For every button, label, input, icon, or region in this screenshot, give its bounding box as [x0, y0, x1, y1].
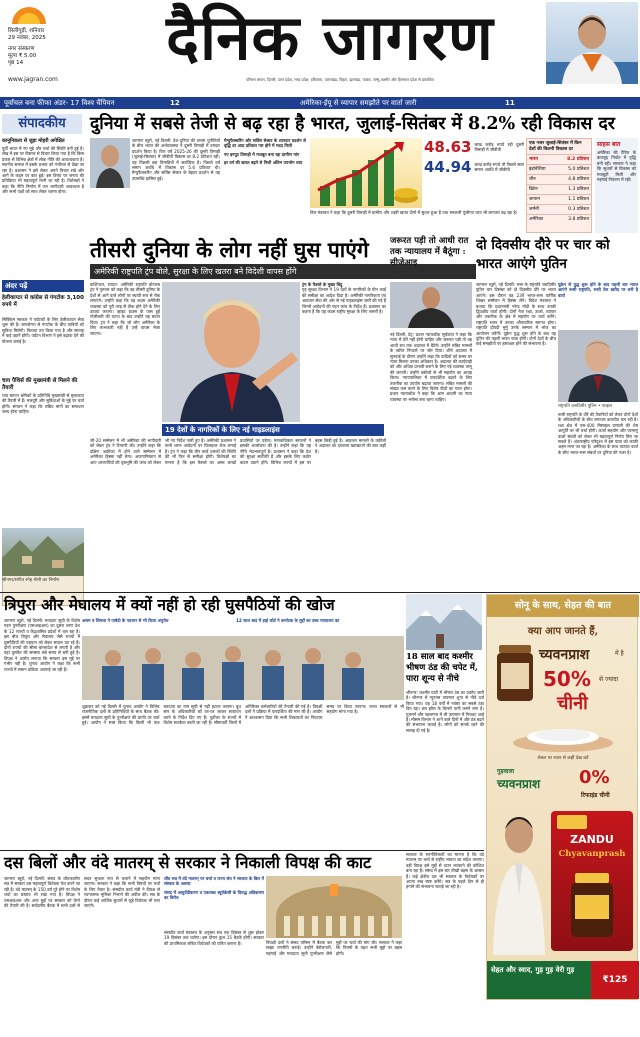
parliament-photo [266, 876, 402, 938]
story4-col-2-top: यूक्रेन से युद्ध शुरू होने के बाद पहली बार भारत आएंगे रूसी राष्ट्रपति, रूसी तेल खरीद पर बनी है वार्ता [558, 282, 638, 298]
andar-item-1-body: सिक्किम सरकार ने पर्यटकों के लिए हेलीकाप्टर सेवा शुरू की है। बागडोगरा से गंगटोक के बीच यात्रियों को सुविधा मिलेगी। किराया तय किया गया है और सप्ताह में कई उड़ानें होंगी। पर्यटन विभाग ने इसे बढ़ावा देने की योजना बनाई है। [2, 317, 84, 344]
masthead-title: दैनिक जागरण [166, 1, 494, 74]
ad-note: लेबल पर ध्यान से कहीं देख करें [537, 756, 589, 761]
masthead-pages: पृष्ठ 14 [8, 60, 24, 66]
growth-table-row [527, 184, 591, 194]
growth-table-rate: 3.8 प्रतिशत [568, 217, 589, 222]
growth-table-title: एक नजर जुलाई-सितंबर में किन देशों की कितनी विकास दर [529, 141, 582, 152]
lead-bullet-2: नए इनपुट तिमाही में मजबूत बना रहा ग्रामीण मांग [224, 151, 300, 157]
lead-bullets [224, 138, 306, 166]
andar-title: अंदर पढ़ें [2, 280, 84, 292]
andar-item-2-body: चाय बागान श्रमिकों के प्रतिनिधि मुख्यमंत्री से मुलाकात की तैयारी में हैं। मजदूरी और सुविधाओं के मुद्दे पर चर्चा होगी। संगठन ने कहा कि लंबित मांगों का समाधान जल्द होना चाहिए। [2, 393, 84, 415]
lead-bullet-1: मैन्युफैक्चरिंग और सर्विस सेक्टर के शानदार प्रदर्शन से वृद्धि दर आठ प्रतिशत पार होने में मदद मिली [224, 138, 306, 149]
growth-table-rate: 8.2 प्रतिशत [567, 157, 589, 162]
ad-percent-text: से ज्यादा [599, 676, 619, 683]
ticker-left-page: 12 [170, 99, 180, 107]
story5-bullet-1: असम व शिमला ने पार्षदो के पदभार से भी किया अनुरोध [82, 618, 169, 623]
ad-sugar-hand-icon [493, 713, 633, 753]
putin-caption: राष्ट्रपति व्लादिमीर पुतिन • फाइल [558, 404, 612, 409]
ad-pack-jar-icon [567, 869, 617, 939]
ad-pack-badge [557, 815, 587, 829]
story5-col-1: जागरण ब्यूरो, नई दिल्ली: मतदाता सूची के विशेष गहन पुनरीक्षण (एसआइआर) का दूसरा चरण देश के 12 राज्यों व केंद्रशासित प्रदेशों में चल रहा है। इस बीच त्रिपुरा और मेघालय जैसे राज्यों में घुसपैठियों की पहचान को लेकर सवाल उठ रहे हैं। दोनों राज्यों की सीमा बांग्लादेश से लगती है और यहां घुसपैठ की समस्या लंबे समय से बनी हुई है। विपक्ष ने आरोप लगाया कि सरकार इस मुद्दे पर गंभीर नहीं है। चुनाव आयोग ने कहा कि सभी राज्यों में समान प्रक्रिया अपनाई जा रही है। [4, 618, 80, 672]
lead-headline[interactable]: दुनिया में सबसे तेजी से बढ़ रहा है भारत, जुलाई-सितंबर में 8.2% रही विकास दर [90, 114, 615, 134]
ticker-right-page: 11 [505, 99, 515, 107]
story3-cji-photo [390, 282, 472, 328]
editorial-title: संपादकीय [2, 114, 82, 134]
bottom-divider [0, 850, 484, 851]
story4-headline[interactable]: दो दिवसीय दौरे पर चार को भारत आएंगे पुतिन [476, 237, 610, 272]
story2-col-3: ट्रंप के फैसले के मुख्य बिंदु गृह सुरक्षा विभाग ने 19 देशों के नागरिकों के ग्रीन कार्ड की समीक्षा का आदेश दिया है। अमेरिकी नागरिकता एवं आव्रजन सेवा की ओर से नई गाइडलाइंस जारी की गई हैं जिनमें आवेदनों की गहन जांच के निर्देश हैं। प्रशासन का कहना है कि यह कदम राष्ट्रीय सुरक्षा के लिए जरूरी है। [302, 282, 386, 315]
yatra-note: श्रीनगर/संगीत स्नेह श्रेणी का निर्माण [2, 578, 60, 583]
growth-table-rate: 1.1 प्रतिशत [568, 197, 589, 202]
growth-table-rate: 0.3 प्रतिशत [568, 207, 589, 212]
growth-table-rate: 1.3 प्रतिशत [568, 187, 589, 192]
editorial-body: पूर्वी भारत में नए मुद्दे और चर्चा की स्थिति बनी हुई है। लेख में इस पर विस्तार से विचार किया गया है कि किस प्रकार से विभिन्न क्षेत्रों में लोक नीति की आवश्यकता है। स्थानीय समाज में इसके प्रभाव को गंभीरता से देखा जा रहा है। प्रशासन ने इसे लेकर अपने विचार रखे और आगे के कदम पर बात हुई। इस विषय पर जनता की प्रतिक्रिया भी महत्वपूर्ण मानी जा रही है। विशेषज्ञों ने कहा कि नीति निर्माण में जन भागीदारी आवश्यक है और सभी पक्षों को साथ लेकर चलना होगा। [2, 146, 84, 195]
ticker-left[interactable]: पूर्वांचल बना फीफा अंडर- 17 विश्व चैंपियन [4, 99, 115, 107]
story2-col-1: वाशिंगटन, रायटर: अमेरिकी राष्ट्रपति डोनाल्ड ट्रंप ने गुरुवार को कहा कि वह तीसरी दुनिया के देशों से आने वाले लोगों पर स्थायी रूप से रोक लगाएंगे। उन्होंने कहा कि यह कदम अमेरिकी व्यवस्था को पूरी तरह से ठीक होने देने के लिए उठाया जाएगा। व्हाइट हाउस के पास हुई गोलीबारी की घटना के बाद उन्होंने यह बयान दिया। ट्रंप ने कहा कि जो लोग अमेरिका के लिए लाभकारी नहीं हैं उन्हें वापस भेजा जाएगा। [90, 282, 160, 336]
figure-2-text: लाख करोड़ रुपये थी पिछले साल समान अवधि में जीडीपी [474, 161, 524, 172]
ad-zero-text: रिफाइंड चीनी [581, 792, 610, 799]
chyawanprash-advert[interactable] [486, 594, 638, 1023]
ad-tagline: सेहत और स्वाद, गुड़ गुड़ वेरी गुड़ [487, 961, 591, 999]
ad-pack-name: Chyavanprash [558, 849, 626, 859]
putin-photo [558, 330, 638, 402]
masthead-city: सिलीगुड़ी, शनिवार [8, 28, 45, 34]
growth-table-country: जर्मनी [529, 207, 539, 212]
growth-table [526, 138, 592, 233]
story7-col-1: जागरण ब्यूरो, नई दिल्ली: संसद के शीतकालीन सत्र में सरकार दस महत्वपूर्ण विधेयक पेश करने जा रही है। वंदे मातरम् के 150 वर्ष पूरे होने पर विशेष चर्चा का प्रस्ताव भी रखा गया है। विपक्ष ने एसआइआर और अन्य मुद्दों पर सरकार को घेरने की तैयारी की है। सर्वदलीय बैठक में सभी दलों से सदन सुचारू रूप से चलाने में सहयोग मांगा जाएगा। सरकार ने कहा कि सभी विषयों पर चर्चा के लिए तैयार है। संसदीय कार्य मंत्री ने विपक्ष से रचनात्मक भूमिका निभाने की अपील की। सत्र के दौरान कई आर्थिक सुधारों से जुड़े विधेयक भी लाए जाएंगे। [4, 876, 160, 909]
ad-banner: सोनू के साथ, सेहत की बात [487, 595, 639, 617]
ad-product-name: च्यवनप्राश [539, 647, 590, 663]
editorial-head: कानूनिकता से जुड़ा मोहरी अपेक्षित [2, 138, 65, 144]
jagran-sun-logo [10, 4, 48, 24]
story2-kicker: अमेरिकी राष्ट्रपति ट्रंप बोले, सुरक्षा के लिए खतरा बने विदेशी वापस होंगे [90, 264, 476, 279]
figure-1-text: लाख करोड़ रुपये रही दूसरी तिमाही में जीडीपी [474, 141, 524, 152]
masthead-date: 29 नवंबर, 2025 [8, 35, 46, 41]
story2-trump-photo [162, 282, 300, 422]
growth-table-country: चीन [529, 177, 536, 182]
figure-2-value: 44.94 [424, 158, 472, 176]
story7-bullets [164, 876, 264, 901]
ad-brand-small: गुड़वाला [497, 768, 515, 775]
ad-product-suffix: में है [615, 650, 624, 657]
growth-table-rows [527, 154, 591, 224]
growth-table-row [527, 204, 591, 214]
ad-jar-icon [493, 643, 537, 703]
story7-bullet-2: संसद में आयुर्वेदीकरण व एकलब्ध ब्यूरोक्रेसी के विरुद्ध अतिक्रमण का विरोध [164, 889, 264, 901]
story5-bullets [82, 618, 232, 623]
story3-body: नई दिल्ली, प्रेट्र: प्रधान न्यायाधीश सूर्यकांत ने कहा कि न्याय में देरी नहीं होनी चाहिए और जरूरत पड़ी तो वह आधी रात तक अदालत में बैठेंगे। उन्होंने लंबित मामलों के त्वरित निपटारे पर जोर दिया। शीर्ष अदालत में सुनवाई के दौरान उन्होंने कहा कि वादियों को समय पर न्याय मिलना उनका अधिकार है। अदालत की कार्यवाही को और अधिक प्रभावी बनाने के लिए नई व्यवस्था लागू की जाएगी। उन्होंने वकीलों से भी सहयोग का आग्रह किया। न्यायपालिका में पारदर्शिता बढ़ाने के लिए तकनीक का उपयोग बढ़ाया जाएगा। लंबित मामलों की संख्या कम करने के लिए विशेष पीठों का गठन होगा। प्रधान न्यायाधीश ने कहा कि आम आदमी का न्याय व्यवस्था पर भरोसा बना रहना चाहिए। [390, 332, 472, 402]
andar-item-1-head[interactable]: हेलीकाप्टर से कांग्रेस से गंगटोक 3,100 रुपये में [2, 295, 84, 308]
story2-col-lower: जी-20 सम्मेलन में भी अमेरिका की भागीदारी को लेकर ट्रंप ने टिप्पणी की। उन्होंने कहा कि दक्षिण अफ्रीका में होने वाले सम्मेलन में अमेरिका हिस्सा नहीं लेगा। अफगानिस्तान से आए शरणार्थियों की पृष्ठभूमि की जांच को लेकर भी नए निर्देश जारी हुए हैं। अमेरिकी प्रशासन ने सभी शरण आवेदनों पर फिलहाल रोक लगाई है। ट्रंप ने कहा कि ग्रीन कार्ड धारकों की स्थिति की भी फिर से समीक्षा होगी। विशेषज्ञों का मानना है कि इस फैसले का असर लाखों प्रवासियों पर पड़ेगा। मानवाधिकार संगठनों ने इसकी आलोचना की है। उन्होंने कहा कि यह नीति भेदभावपूर्ण है। प्रशासन ने कहा कि देश की सुरक्षा सर्वोपरि है और इसके लिए कठोर कदम उठाने होंगे। विभिन्न राज्यों में इस पर बहस छिड़ी हुई है। आव्रजन मामलों के वकीलों ने अदालत का दरवाजा खटखटाने की बात कही है। [90, 438, 386, 465]
growth-table-country: भारत [529, 157, 538, 162]
story4-col-2: रूसी राष्ट्रपति के दौरे की तैयारियों को लेकर दोनों देशों के अधिकारियों के बीच लगातार बातचीत चल रही है। रक्षा क्षेत्र में एस-400 मिसाइल प्रणाली की शेष आपूर्ति पर भी चर्चा होगी। ऊर्जा सहयोग और परमाणु ऊर्जा संयंत्रों को लेकर भी महत्वपूर्ण निर्णय लिए जा सकते हैं। अंतरराष्ट्रीय परिदृश्य में इस यात्रा को काफी अहम माना जा रहा है। अमेरिका के साथ व्यापार वार्ता के बीच भारत-रूस संबंधों पर दुनिया की नजर है। [558, 412, 638, 455]
ad-celebrity [489, 805, 549, 955]
lead-person-photo [90, 138, 130, 188]
masthead-portrait [546, 2, 638, 84]
story7-col-right: विपक्षी दलों ने संसद परिसर में बैठक कर साझा रणनीति बनाई। उन्होंने बेरोजगारी, महंगाई और मतदाता सूची पुनरीक्षण जैसे मुद्दों पर चर्चा की मांग की। सरकार ने कहा कि नियमों के तहत सभी मुद्दों पर बहस होगी। [266, 940, 402, 956]
lead-col-3: वित्त मंत्रालय ने कहा कि दूसरी तिमाही में ग्रामीण और शहरी खपत दोनों में सुधार हुआ है तथा सरकारी पूंजीगत व्यय भी लगातार बढ़ रहा है। [310, 210, 518, 215]
story5-bullets-2 [236, 618, 404, 623]
masthead-edition: नगर संस्करण [8, 46, 35, 52]
growth-table-row [527, 164, 591, 174]
growth-table-rate: 5.0 प्रतिशत [568, 167, 589, 172]
growth-table-row [527, 174, 591, 184]
story3-headline[interactable]: जरूरत पड़ी तो आधी रात तक न्यायालय में बैठूंगा : सीजेआइ [390, 236, 469, 268]
story7-col-far: सरकार के रणनीतिकारों का मानना है कि वंदे मातरम् पर चर्चा से राष्ट्रीय भावना का संदेश जाएगा। वहीं विपक्ष इसे मुद्दों से ध्यान भटकाने की कोशिश बता रहा है। संसद में इस बार तीखी बहस के आसार हैं। कई क्षेत्रीय दल भी सरकार के विधेयकों पर अपना रुख स्पष्ट करेंगे। सत्र के पहले दिन से ही हंगामे की संभावना जताई जा रही है। [406, 852, 484, 890]
masthead-price: मूल्य ₹ 5.00 [8, 53, 37, 59]
story5-bullet-2: 12 साल बाद में हाई कोर्ट ने कर्नाटक के मुद्दों का उच्च न्यायालय का [236, 618, 340, 623]
story6-body: श्रीनगर: कश्मीर घाटी में भीषण ठंड का प्रकोप जारी है। श्रीनगर में न्यूनतम तापमान शून्य से नीचे दर्ज किया गया। यह 18 वर्षों में नवंबर का सबसे ठंडा दिन रहा। डल झील के किनारे पानी जमने लगा है। गुलमर्ग और पहलगाम में भी तापमान में गिरावट आई है। मौसम विभाग ने आने वाले दिनों में और ठंड बढ़ने की संभावना जताई है। लोगों को सतर्क रहने की सलाह दी गई है। [406, 690, 484, 733]
ticker-right[interactable]: अमेरिका-ईयू से व्यापार समझौते पर वार्ता जारी [300, 99, 417, 107]
ad-pack-brand: ZANDU [570, 833, 614, 846]
story7-headline[interactable]: दस बिलों और वंदे मातरम् से सरकार ने निकाली विपक्ष की काट [4, 853, 372, 872]
ad-sugar: चीनी [557, 693, 588, 714]
story7-col-mid: संसदीय कार्य मंत्रालय के अनुसार सत्र एक दिसंबर से शुरू होकर 19 दिसंबर तक चलेगा। इस दौरान कुल 15 बैठकें होंगी। सरकार की प्राथमिकता लंबित विधेयकों को पारित कराना है। [164, 930, 264, 946]
ticker-bar [0, 97, 640, 109]
ad-product-pack [551, 811, 633, 951]
lead-sidebar-body: अमेरिका की टैरिफ के बावजूद निर्यात में वृद्धि बनी रही। सरकार ने कहा कि सुधारों से विकास को मजबूती मिली और महंगाई नियंत्रण में रही। [597, 150, 636, 183]
masthead-website[interactable]: www.jagran.com [8, 76, 58, 83]
ad-zero: 0% [579, 767, 610, 788]
masthead [0, 0, 640, 86]
lead-col-1: जागरण ब्यूरो, नई दिल्ली: देश-दुनिया की तमाम चुनौतियों के बीच भारत की अर्थव्यवस्था ने दूसरी तिमाही में दमदार प्रदर्शन किया है। वित्त वर्ष 2025-26 की दूसरी तिमाही (जुलाई-सितंबर) में जीडीपी विकास दर 8.2 प्रतिशत रही। यह पिछली छह तिमाहियों में सर्वाधिक है। पिछले वर्ष समान अवधि में विकास दर 5.6 प्रतिशत थी। मैन्युफैक्चरिंग और सर्विस सेक्टर के बेहतर प्रदर्शन से यह उपलब्धि हासिल हुई। [132, 138, 220, 181]
story7-bullet-1: शीत सत्र में वंदे मातरम् पर चर्चा व राज्य संघ ने सरकार के बिल में संस्कार के आसार [164, 876, 264, 887]
growth-table-country: ब्रिटेन [529, 187, 538, 192]
ad-brand: च्यवनप्राश [497, 777, 541, 791]
yatra-photo-area [2, 528, 84, 576]
lead-growth-graphic [310, 138, 422, 208]
growth-table-country: इंडोनेशिया [529, 167, 546, 172]
left-sidebar [0, 112, 86, 592]
lead-sidebar [595, 138, 638, 233]
ad-percent: 50% [543, 667, 591, 691]
growth-table-row [527, 154, 591, 164]
masthead-editions: परिचम बंगाल, दिल्ली, उत्तर प्रदेश, मध्य प्रदेश, हरियाणा, उत्तराखंड, बिहार, झारखंड, पंजाब, जम्मू-कश्मीर और हिमाचल प्रदेश से प्रकाशित [246, 77, 434, 82]
section-divider [0, 592, 640, 593]
story2-headline[interactable]: तीसरी दुनिया के लोग नहीं घुस पाएंगे [90, 237, 369, 262]
andar-item-2-head[interactable]: चाय पैथिर्स की मुख्यमंत्री से मिलने की तैयारी [2, 378, 78, 391]
growth-table-country: जापान [529, 197, 540, 202]
lead-figures [424, 138, 524, 176]
story6-headline[interactable]: 18 साल बाद कश्मीर भीषण ठंड की चपेट में, पारा शून्य से नीचे [406, 652, 478, 684]
story5-headline[interactable]: त्रिपुरा और मेघालय में क्यों नहीं हो रही घुसपैठियों की खोज [4, 595, 335, 614]
lead-bullet-3: हर वर्ग की खपत बढ़ने से निजी अंतिम उपभोग व्यय [224, 160, 303, 166]
growth-table-rate: 4.8 प्रतिशत [568, 177, 589, 182]
ad-offer[interactable]: ₹125 OFF [591, 961, 639, 999]
story5-col-lower: शुक्रवार को नई दिल्ली में चुनाव आयोग ने विभिन्न राजनीतिक दलों के प्रतिनिधियों के साथ बैठक की। इसमें मतदाता सूची के पुनरीक्षण की प्रगति पर चर्चा हुई। आयोग ने स्पष्ट किया कि किसी भी पात्र मतदाता का नाम सूची से नहीं हटाया जाएगा। बूथ स्तर के अधिकारियों को घर-घर जाकर सत्यापन करने के निर्देश दिए गए हैं। पूर्वोत्तर के राज्यों में विशेष सतर्कता बरती जा रही है। सीमावर्ती जिलों में अतिरिक्त कर्मचारियों की तैनाती की गई है। विपक्षी दलों ने प्रक्रिया में पारदर्शिता की मांग की है। आयोग ने आश्वासन दिया कि सभी शिकायतों का निपटारा समय पर किया जाएगा। राज्य सरकारों से भी सहयोग मांगा गया है। [82, 704, 404, 726]
story2-subhead: 19 देशों के नागरिकों के लिए नई गाइडलाइंस [162, 424, 384, 436]
kashmir-photo [406, 594, 482, 650]
figure-1-value: 48.63 [424, 138, 472, 156]
lead-sidebar-title: साहस बात [597, 141, 621, 148]
growth-table-row [527, 194, 591, 204]
story4-col-1: जागरण ब्यूरो, नई दिल्ली: रूस के राष्ट्रपति व्लादिमीर पुतिन चार दिसंबर को दो दिवसीय दौरे पर भारत आएंगे। इस दौरान वह 23वें भारत-रूस वार्षिक शिखर सम्मेलन में हिस्सा लेंगे। विदेश मंत्रालय ने बताया कि प्रधानमंत्री नरेन्द्र मोदी के साथ उनकी द्विपक्षीय वार्ता होगी। दोनों नेता रक्षा, ऊर्जा, व्यापार और तकनीक के क्षेत्र में सहयोग पर चर्चा करेंगे। राष्ट्रपति भवन में उनका औपचारिक स्वागत होगा। राष्ट्रपति द्रौपदी मुर्मु उनके सम्मान में भोज का आयोजन करेंगी। यूक्रेन युद्ध शुरू होने के बाद यह पुतिन की पहली भारत यात्रा होगी। दोनों देशों के बीच कई समझौतों पर हस्ताक्षर होने की संभावना है। [476, 282, 556, 347]
ad-question: क्या आप जानते हैं, [527, 626, 599, 637]
story5-group-photo [82, 636, 404, 700]
lead-story [90, 138, 638, 233]
growth-table-country: अमेरिका [529, 217, 544, 222]
growth-table-row [527, 214, 591, 224]
